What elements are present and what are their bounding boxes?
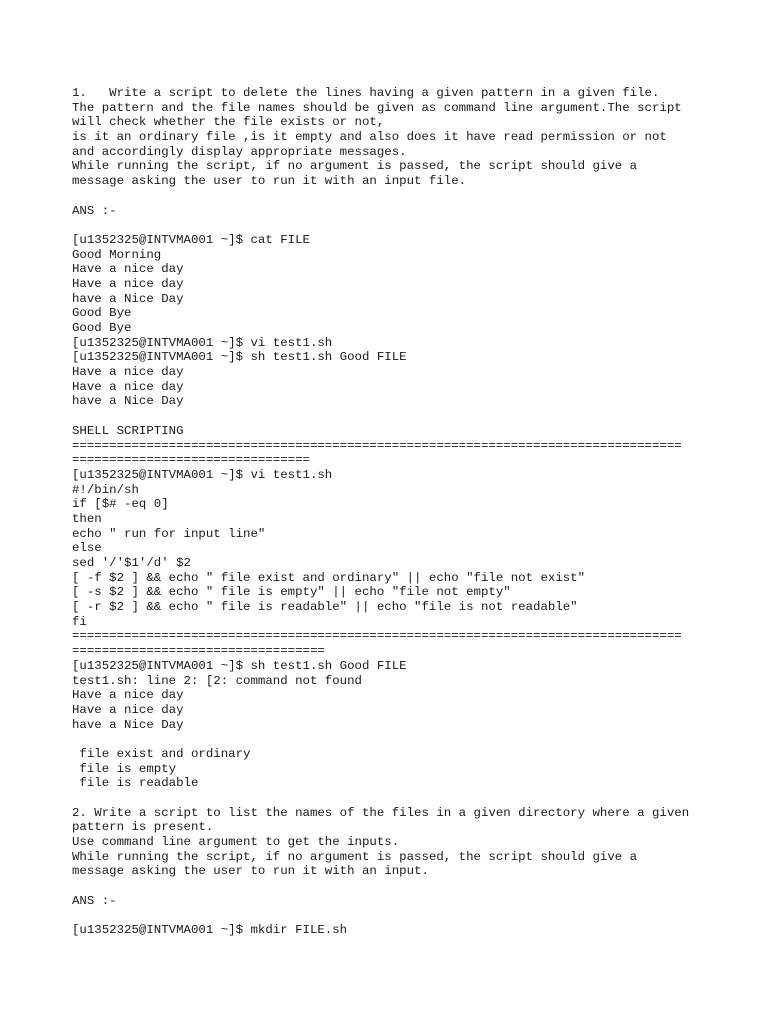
- document-line: is it an ordinary file ,is it empty and also does it have read permission or not: [72, 130, 667, 145]
- blank-line: [72, 409, 752, 424]
- document-line: ANS :-: [72, 893, 117, 908]
- document-line: ==================================================================================: [72, 438, 682, 453]
- blank-line: [72, 879, 752, 894]
- document-line: and accordingly display appropriate messages.: [72, 144, 407, 159]
- document-line: sed '/'$1'/d' $2: [72, 556, 191, 570]
- document-line: Have a nice day: [72, 262, 184, 277]
- document-line: Good Bye: [72, 306, 132, 321]
- blank-line: [72, 791, 752, 806]
- document-line: Have a nice day: [72, 276, 184, 291]
- document-line: While running the script, if no argument is passed, the script should give a: [72, 159, 638, 174]
- document-line: [u1352325@INTVMA001 ~]$ sh test1.sh Good FILE: [72, 658, 407, 673]
- document-line: 1. Write a script to delete the lines having a given pattern in a given file.: [72, 86, 660, 100]
- blank-line: [72, 909, 752, 924]
- document-line: then: [72, 511, 102, 526]
- document-line: [u1352325@INTVMA001 ~]$ cat FILE: [72, 232, 310, 247]
- document-line: message asking the user to run it with an input file.: [72, 174, 467, 189]
- document-line: pattern is present.: [72, 820, 214, 835]
- document-line: Have a nice day: [72, 379, 184, 394]
- document-line: [ -s $2 ] && echo " file is empty" || echo "file not empty": [72, 585, 511, 600]
- document-line: have a Nice Day: [72, 717, 184, 732]
- document-line: message asking the user to run it with an input.: [72, 864, 429, 879]
- document-line: ==================================: [72, 644, 325, 659]
- document-line: [ -r $2 ] && echo " file is readable" || echo "file is not readable": [72, 600, 578, 615]
- document-line: fi: [72, 614, 87, 629]
- blank-line: [72, 732, 752, 747]
- document-line: ==================================================================================: [72, 629, 682, 644]
- document-line: #!/bin/sh: [72, 482, 139, 497]
- document-line: [u1352325@INTVMA001 ~]$ mkdir FILE.sh: [72, 923, 348, 938]
- document-line: test1.sh: line 2: [2: command not found: [72, 673, 362, 688]
- document-line: else: [72, 541, 102, 556]
- document-line: file is readable: [72, 776, 199, 791]
- document-line: [ -f $2 ] && echo " file exist and ordinary" || echo "file not exist": [72, 570, 586, 585]
- document-line: ================================: [72, 453, 310, 468]
- document-line: The pattern and the file names should be given as command line argument.The script: [72, 100, 682, 115]
- document-line: 2. Write a script to list the names of the files in a given directory where a given: [72, 805, 690, 820]
- document-line: SHELL SCRIPTING: [72, 423, 184, 438]
- document-line: echo " run for input line": [72, 526, 266, 541]
- document-line: [u1352325@INTVMA001 ~]$ sh test1.sh Good FILE: [72, 350, 407, 365]
- document-line: have a Nice Day: [72, 291, 184, 306]
- document-page: [72, 86, 752, 938]
- document-line: file is empty: [72, 761, 177, 776]
- document-line: will check whether the file exists or not,: [72, 115, 385, 130]
- blank-line: [72, 218, 752, 233]
- document-line: [u1352325@INTVMA001 ~]$ vi test1.sh: [72, 467, 333, 482]
- document-line: Use command line argument to get the inputs.: [72, 835, 400, 850]
- document-line: Good Bye: [72, 321, 132, 335]
- document-line: Good Morning: [72, 247, 162, 262]
- document-line: While running the script, if no argument is passed, the script should give a: [72, 849, 638, 864]
- document-line: Have a nice day: [72, 365, 184, 380]
- document-line: Have a nice day: [72, 702, 184, 717]
- document-line: [u1352325@INTVMA001 ~]$ vi test1.sh: [72, 335, 333, 350]
- document-line: ANS :-: [72, 203, 117, 218]
- blank-line: [72, 189, 752, 204]
- document-line: Have a nice day: [72, 688, 184, 703]
- document-line: file exist and ordinary: [72, 746, 251, 761]
- document-line: have a Nice Day: [72, 394, 184, 409]
- document-line: if [$# -eq 0]: [72, 497, 169, 512]
